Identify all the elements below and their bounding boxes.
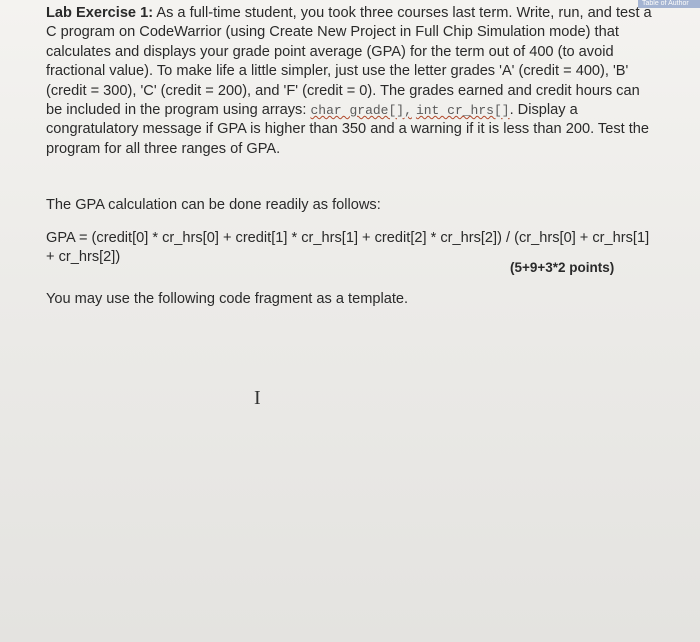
exercise-text-1: As a full-time student, you took three courses last term. Write, run, and test a C program on CodeWarrior (using Create New Project in Full Chip Simulation mode) that calculates and displays your grade point average (GPA) for the term out of 400 (to avoid fractional value). To make life a little simpler, just use the letter grades 'A' (credit = 400), 'B' (credit = 300), 'C' (credit = 200), and 'F' (credit = 0). The grades earned and credit hours can be included in the program using arrays:: [46, 5, 652, 119]
inline-code-grade: char grade[],: [310, 103, 412, 119]
gpa-intro: The GPA calculation can be done readily as follows:: [46, 197, 381, 213]
corner-badge: Table of Author: [638, 0, 700, 8]
exercise-label: Lab Exercise 1:: [46, 5, 154, 21]
formula-points: (5+9+3*2 points): [510, 260, 615, 275]
exercise-paragraph: [46, 4, 656, 159]
inline-code-cr-hrs: int cr_hrs[]: [415, 103, 510, 119]
text-cursor-icon: I: [254, 387, 261, 409]
formula-line-1: GPA = (credit[0] * cr_hrs[0] + credit[1] * cr_hrs[1] + credit[2] * cr_hrs[2]) / (cr_hrs[0] + cr_hrs[1]: [46, 230, 650, 246]
template-intro: You may use the following code fragment as a template.: [46, 291, 409, 307]
formula-line-2: + cr_hrs[2]): [46, 249, 121, 265]
exercise-text-2: . Display a congratulatory message if GPA is higher than 350 and a warning if it is less than 200. Test the program for all three ranges of GPA.: [46, 102, 650, 157]
